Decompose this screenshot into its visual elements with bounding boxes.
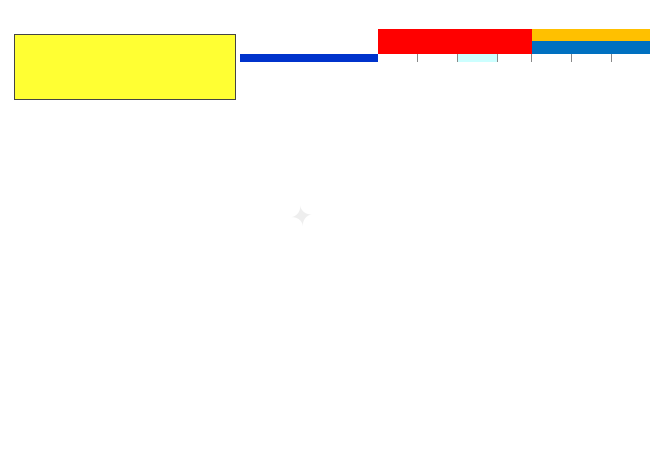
a-division-header	[532, 41, 650, 54]
watermark: ✦	[287, 198, 316, 235]
col-header-yoy	[458, 54, 498, 62]
report-title-box	[14, 34, 236, 100]
col-header-yoy-ratio	[498, 54, 532, 62]
company-total-top-header	[378, 29, 532, 41]
account-name-header	[240, 54, 378, 62]
col-header-a-201809	[572, 54, 612, 62]
company-total-header	[378, 41, 532, 54]
col-header-a-201709	[532, 54, 572, 62]
col-header-201709	[378, 54, 418, 62]
col-header-201809	[418, 54, 458, 62]
orange-top-header	[532, 29, 650, 41]
